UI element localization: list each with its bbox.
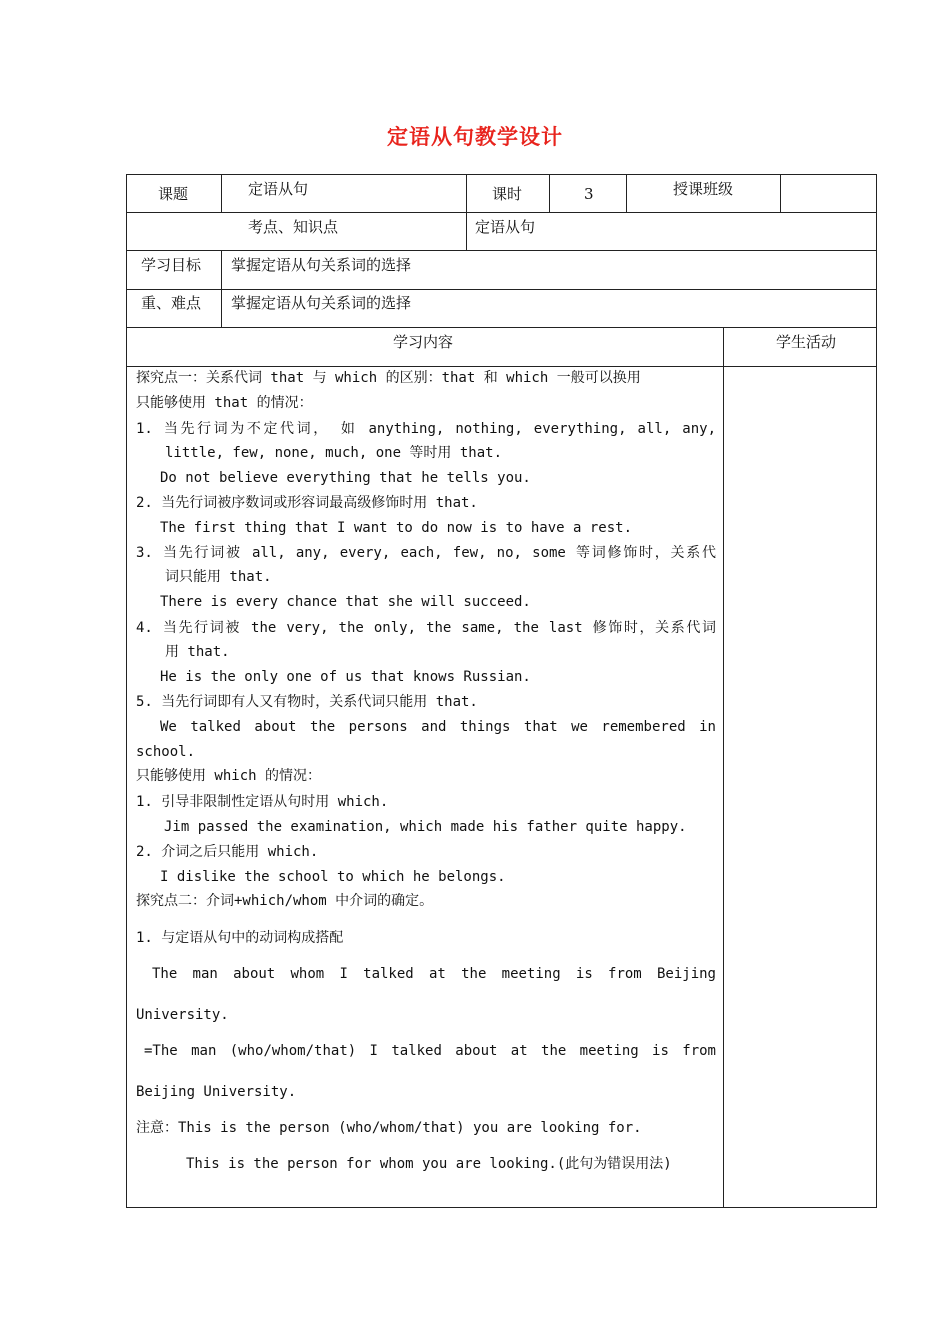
content-line: This is the person for whom you are looking.(此句为错误用法)	[186, 1156, 672, 1172]
class-label: 授课班级	[673, 180, 734, 198]
content-line: Beijing University.	[136, 1084, 297, 1100]
hours-label: 课时	[492, 185, 523, 203]
content-line: The man about whom I talked at the meeting is from Beijing	[152, 966, 716, 982]
content-line: Do not believe everything that he tells you.	[160, 470, 531, 486]
content-line: 2. 介词之后只能用 which.	[136, 844, 319, 860]
content-line: school.	[136, 744, 196, 760]
topic-label: 课题	[158, 185, 189, 203]
content-line: 注意：This is the person (who/whom/that) you are looking for.	[136, 1120, 642, 1136]
content-line: little, few, none, much, one 等时用 that.	[165, 445, 503, 461]
content-line: 词只能用 that.	[165, 569, 272, 585]
content-line: The first thing that I want to do now is to have a rest.	[160, 520, 633, 536]
content-line: 只能够使用 which 的情况：	[136, 768, 322, 784]
goal-label: 学习目标	[141, 256, 202, 274]
content-line: 1. 与定语从句中的动词构成搭配	[136, 930, 344, 946]
content-line: 1. 引导非限制性定语从句时用 which.	[136, 794, 389, 810]
content-line: There is every chance that she will succeed.	[160, 594, 531, 610]
content-line: 1. 当先行词为不定代词， 如 anything, nothing, everything, all, any,	[136, 421, 716, 437]
activity-header: 学生活动	[776, 333, 837, 351]
content-line: 5. 当先行词即有人又有物时，关系代词只能用 that.	[136, 694, 478, 710]
document-title: 定语从句教学设计	[387, 125, 563, 149]
knowledge-label: 考点、知识点	[248, 218, 339, 236]
content-line: 探究点二：介词+which/whom 中介词的确定。	[136, 893, 434, 909]
hours-value: 3	[584, 185, 594, 203]
content-line: University.	[136, 1007, 229, 1023]
topic-value: 定语从句	[248, 180, 309, 198]
content-line: 用 that.	[165, 644, 230, 660]
content-line: I dislike the school to which he belongs.	[160, 869, 506, 885]
content-header: 学习内容	[393, 333, 454, 351]
content-line: 2. 当先行词被序数词或形容词最高级修饰时用 that.	[136, 495, 478, 511]
content-line: 3. 当先行词被 all, any, every, each, few, no, some 等词修饰时，关系代	[136, 545, 716, 561]
content-line: He is the only one of us that knows Russian.	[160, 669, 531, 685]
difficulty-value: 掌握定语从句关系词的选择	[231, 294, 412, 312]
goal-value: 掌握定语从句关系词的选择	[231, 256, 412, 274]
content-line: =The man (who/whom/that) I talked about at the meeting is from	[144, 1043, 716, 1059]
content-line: 4. 当先行词被 the very, the only, the same, the last 修饰时，关系代词	[136, 620, 716, 636]
content-line: 探究点一：关系代词 that 与 which 的区别：that 和 which 一般可以换用	[136, 370, 641, 386]
content-line: We talked about the persons and things that we remembered in	[160, 719, 716, 735]
knowledge-value: 定语从句	[475, 218, 536, 236]
content-line: Jim passed the examination, which made his father quite happy.	[164, 819, 687, 835]
difficulty-label: 重、难点	[141, 294, 202, 312]
content-line: 只能够使用 that 的情况：	[136, 395, 313, 411]
